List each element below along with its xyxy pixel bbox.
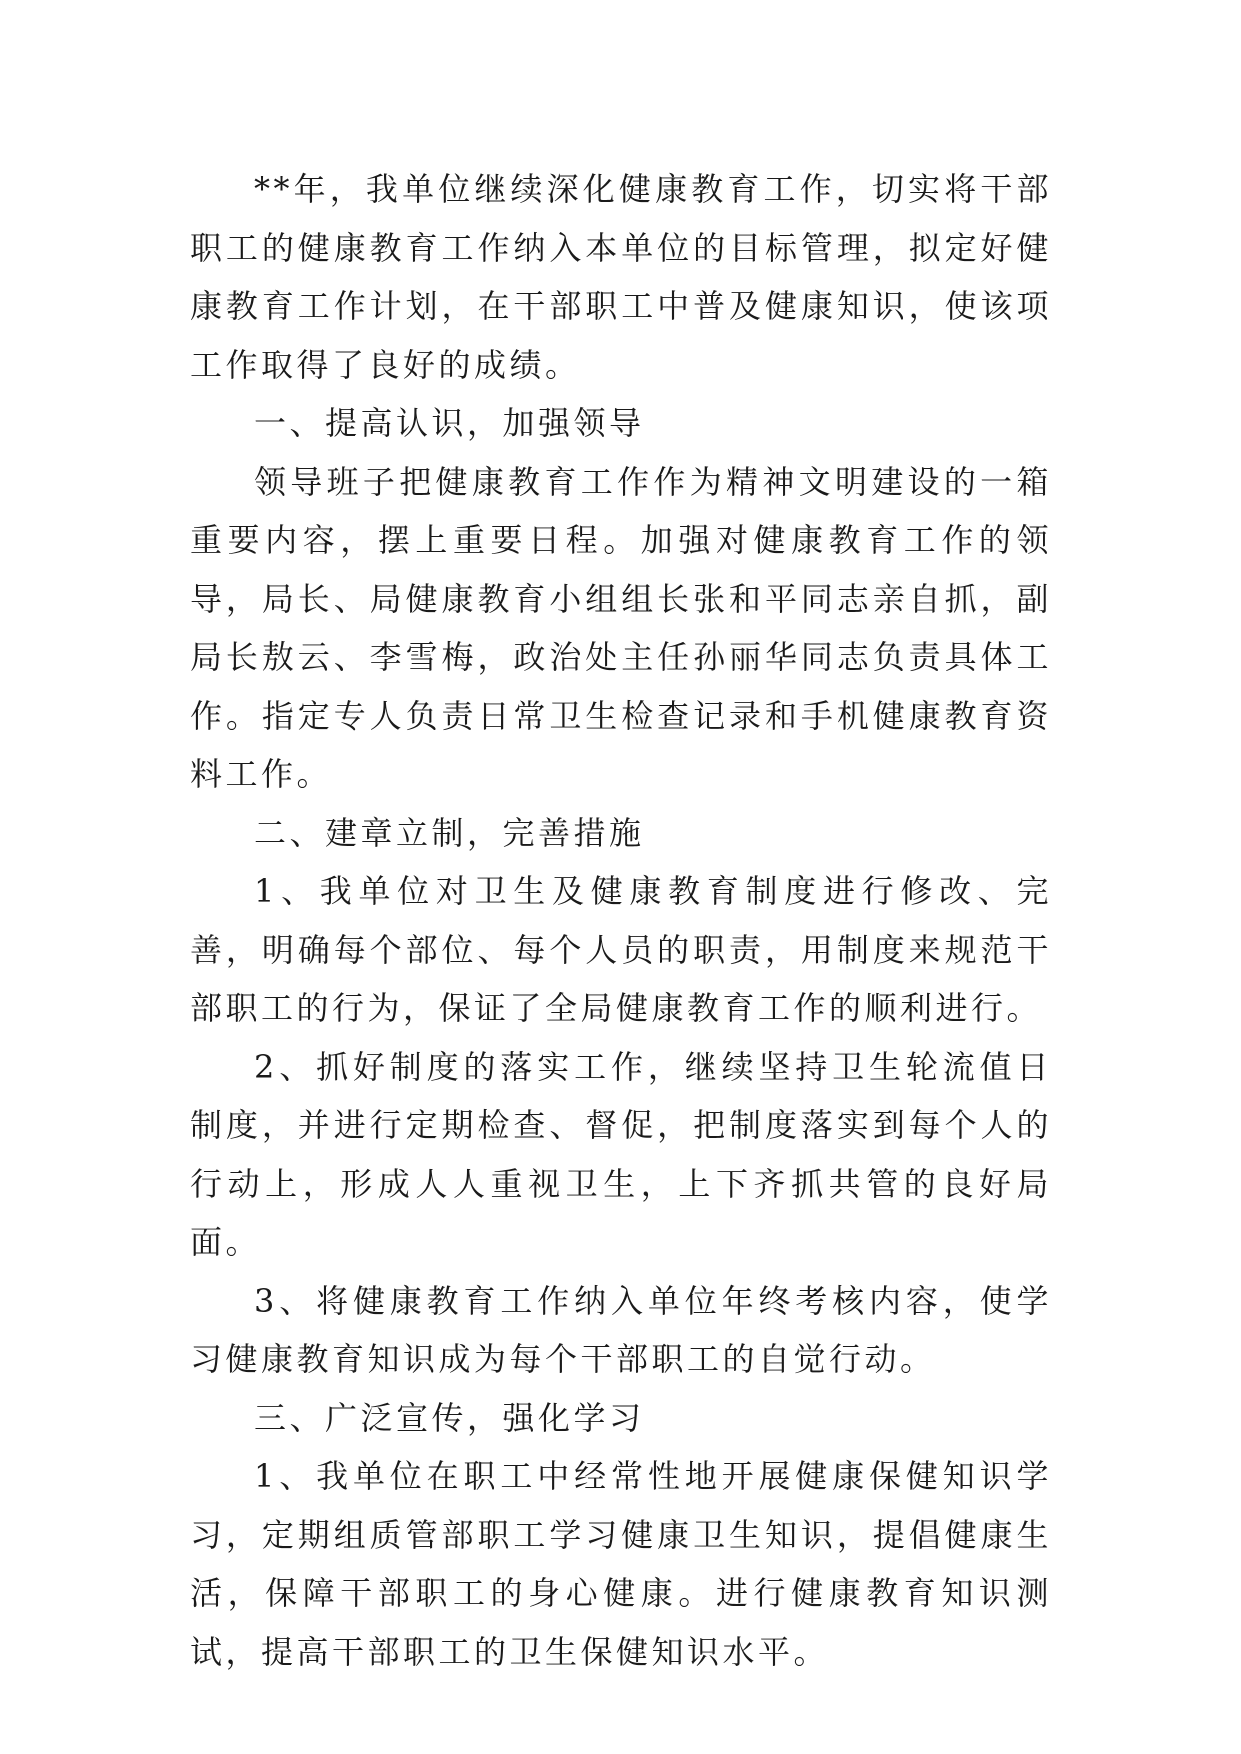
document-body (190, 160, 1052, 1681)
section-1-heading: 一、提高认识，加强领导 (254, 404, 645, 442)
section-2-item-2: 2、抓好制度的落实工作，继续坚持卫生轮流值日制度，并进行定期检查、督促，把制度落实到每个人的行动上，形成人人重视卫生，上下齐抓共管的良好局面。 (190, 1047, 1052, 1261)
section-2-heading: 二、建章立制，完善措施 (254, 813, 645, 852)
section-2-item-3: 3、将健康教育工作纳入单位年终考核内容，使学习健康教育知识成为每个干部职工的自觉行动。 (190, 1281, 1052, 1378)
intro-paragraph: **年，我单位继续深化健康教育工作，切实将干部职工的健康教育工作纳入本单位的目标管理，拟定好健康教育工作计划，在干部职工中普及健康知识，使该项工作取得了良好的成绩。 (190, 170, 1052, 384)
section-3-heading: 三、广泛宣传，强化学习 (254, 1398, 645, 1437)
section-2-item-1: 1、我单位对卫生及健康教育制度进行修改、完善，明确每个部位、每个人员的职责，用制度来规范干部职工的行为，保证了全局健康教育工作的顺利进行。 (190, 872, 1052, 1027)
section-1-paragraph: 领导班子把健康教育工作作为精神文明建设的一箱重要内容，摆上重要日程。加强对健康教育工作的领导，局长、局健康教育小组组长张和平同志亲自抓，副局长敖云、李雪梅，政治处主任孙丽华同志负责具体工作。指定专人负责日常卫生检查记录和手机健康教育资料工作。 (190, 462, 1052, 793)
section-3-item-1: 1、我单位在职工中经常性地开展健康保健知识学习，定期组质管部职工学习健康卫生知识，提倡健康生活，保障干部职工的身心健康。进行健康教育知识测试，提高干部职工的卫生保健知识水平。 (190, 1457, 1052, 1671)
